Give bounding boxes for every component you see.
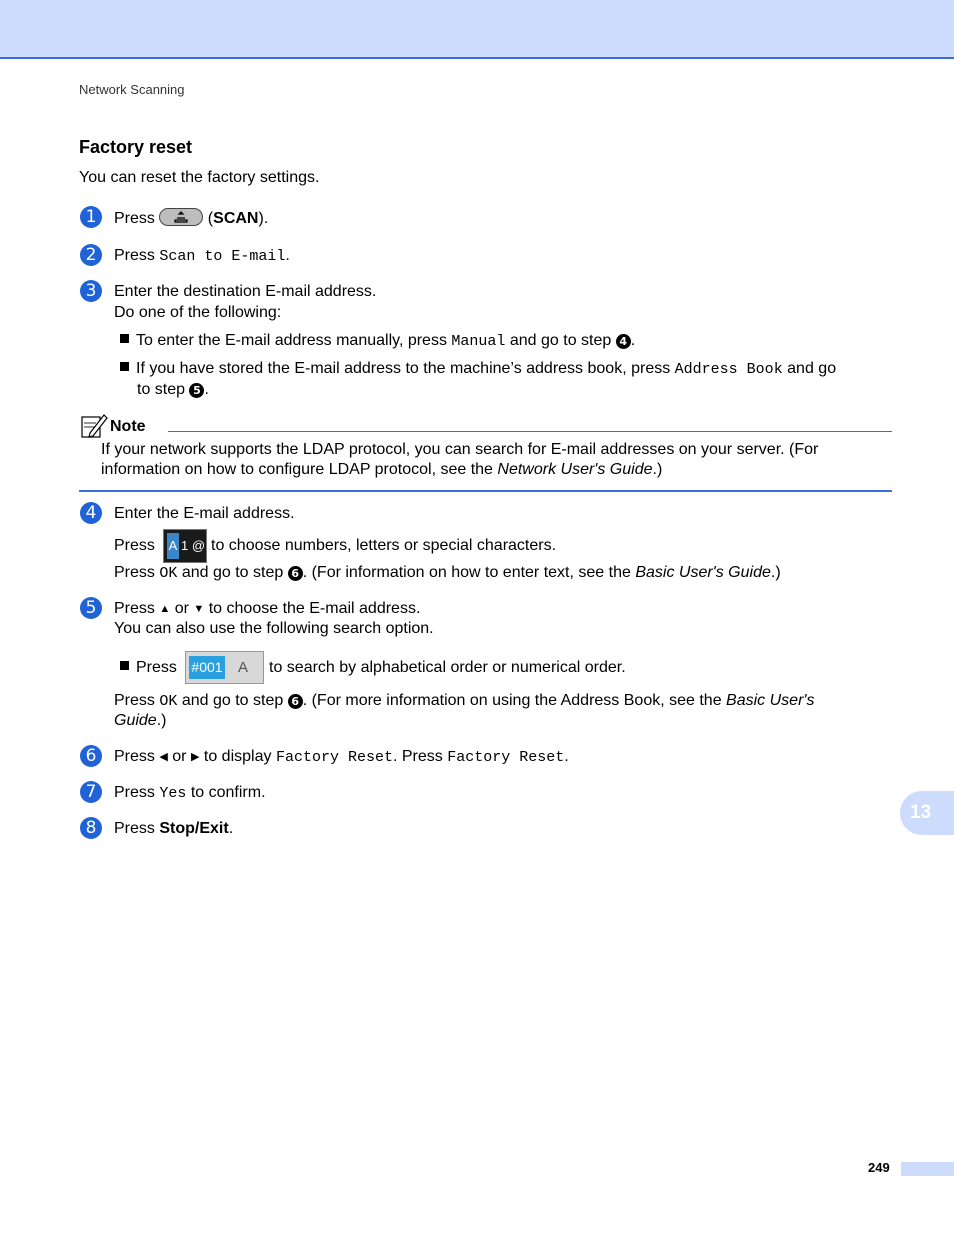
step-5-line3: Press OK and go to step 6 . (For more information on using the Address Book, see the Basic User's [114, 692, 815, 710]
up-arrow-icon: ▲ [159, 603, 171, 615]
step-ref-6: 6 [288, 694, 303, 709]
step-number-4: 4 [80, 502, 102, 524]
step-3-line1: Enter the destination E-mail address. [114, 283, 377, 300]
scan-label: SCAN [213, 210, 259, 227]
note-line-1: If your network supports the LDAP protocol, you can search for E-mail addresses on your server. (For [101, 441, 819, 458]
step-3-line2: Do one of the following: [114, 304, 282, 321]
step-number-1: 1 [80, 206, 102, 228]
step-5-bullet-text: to search by alphabetical order or numerical order. [269, 659, 626, 676]
down-arrow-icon: ▼ [193, 603, 205, 615]
step-number-7: 7 [80, 781, 102, 803]
section-intro: You can reset the factory settings. [79, 169, 320, 186]
note-pencil-icon [80, 411, 108, 439]
step-7-text: Press Yes to confirm. [114, 784, 266, 802]
character-mode-icon: A 1 @ [163, 529, 207, 563]
step-6-text: Press ◀ or ▶ to display Factory Reset. Press Factory Reset. [114, 748, 569, 766]
step-3-bullet-2-cont: to step 5 . [137, 381, 209, 398]
step-number-2: 2 [80, 244, 102, 266]
bullet-marker [120, 334, 129, 343]
step-number-8: 8 [80, 817, 102, 839]
step-8-text: Press Stop/Exit. [114, 820, 234, 837]
step-number-6: 6 [80, 745, 102, 767]
step-number-3: 3 [80, 280, 102, 302]
step-4-press: Press [114, 537, 155, 554]
page-number: 249 [868, 1160, 890, 1175]
step-5-bullet: Press [120, 658, 177, 678]
right-arrow-icon: ▶ [190, 751, 200, 763]
step-1-text: Press (SCAN). [114, 210, 269, 227]
step-4-line3: Press OK and go to step 6 . (For information on how to enter text, see the Basic User's Guide.) [114, 564, 781, 582]
note-bottom-rule [79, 490, 892, 492]
note-label: Note [110, 418, 146, 435]
step-3-bullet-1: To enter the E-mail address manually, press Manual and go to step 4 . [120, 331, 635, 352]
step-2-text: Press Scan to E-mail. [114, 247, 290, 265]
step-5-line2: You can also use the following search option. [114, 620, 434, 637]
scan-button-icon [159, 208, 203, 226]
step-1-press: Press [114, 210, 155, 227]
running-head: Network Scanning [79, 82, 185, 97]
top-header-bar [0, 0, 954, 59]
step-5-line4: Guide.) [114, 712, 167, 729]
page-number-bar [901, 1162, 954, 1176]
bullet-marker [120, 661, 129, 670]
step-5-line1: Press ▲ or ▼ to choose the E-mail address. [114, 600, 421, 617]
step-4-line1: Enter the E-mail address. [114, 505, 295, 522]
step-3-bullet-2: If you have stored the E-mail address to the machine’s address book, press Address Book and go [120, 359, 836, 380]
step-ref-4: 4 [616, 334, 631, 349]
left-arrow-icon: ◀ [159, 751, 168, 763]
scan-to-email-label: Scan to E-mail [159, 248, 286, 265]
note-line-2: information on how to configure LDAP protocol, see the Network User's Guide.) [101, 461, 663, 478]
step-ref-5: 5 [189, 383, 204, 398]
step-ref-6: 6 [288, 566, 303, 581]
search-order-icon: #001 A [185, 651, 264, 684]
bullet-marker [120, 362, 129, 371]
note-top-rule [168, 431, 892, 432]
step-4-line2: to choose numbers, letters or special characters. [211, 537, 557, 554]
step-number-5: 5 [80, 597, 102, 619]
chapter-tab: 13 [900, 791, 954, 835]
section-title: Factory reset [79, 137, 193, 157]
